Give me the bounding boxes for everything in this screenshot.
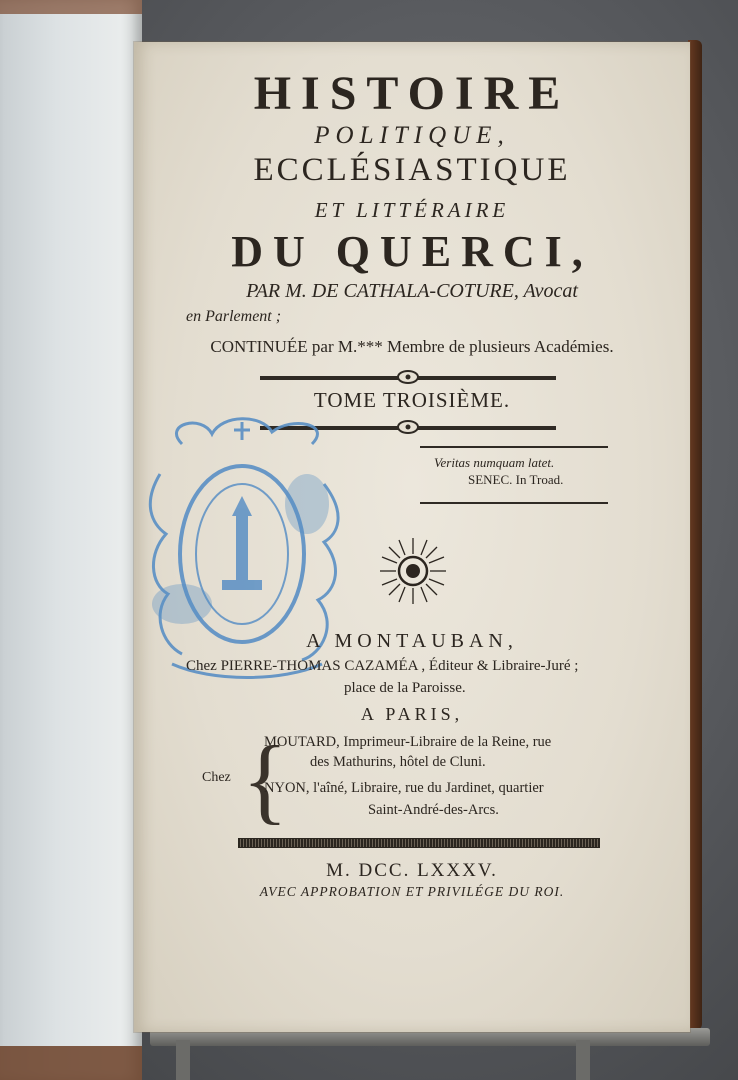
binding-top bbox=[0, 0, 142, 14]
curly-brace: { bbox=[242, 726, 289, 833]
book-back-edge bbox=[688, 40, 702, 1030]
binding-bottom bbox=[0, 1046, 142, 1080]
sun-ornament-icon bbox=[378, 536, 448, 606]
imprint-city-paris: A PARIS, bbox=[360, 704, 464, 724]
imprint-place: place de la Paroisse. bbox=[344, 680, 466, 696]
epigraph-rule-bottom bbox=[420, 502, 608, 504]
epigraph-rule-top bbox=[420, 446, 608, 448]
seller-moutard-line2: des Mathurins, hôtel de Cluni. bbox=[310, 754, 486, 770]
title-ecclesiastique: ECCLÉSIASTIQUE bbox=[253, 152, 571, 188]
title-du-querci: DU QUERCI, bbox=[231, 227, 593, 276]
author-line: PAR M. DE CATHALA-COTURE, Avocat bbox=[246, 280, 578, 302]
title-page bbox=[134, 42, 690, 1032]
rule-ornament-icon bbox=[396, 419, 420, 435]
rule-ornament-icon bbox=[396, 369, 420, 385]
continuation-line: CONTINUÉE par M.*** Membre de plusieurs Académies. bbox=[210, 337, 614, 356]
publication-date: M. DCC. LXXXV. bbox=[326, 860, 498, 881]
imprint-city-montauban: A MONTAUBAN, bbox=[306, 630, 518, 652]
epigraph-source: SENEC. In Troad. bbox=[468, 472, 564, 487]
chez-label: Chez bbox=[202, 770, 231, 785]
title-politique: POLITIQUE, bbox=[314, 122, 510, 149]
title-histoire: HISTOIRE bbox=[253, 67, 571, 120]
approbation-line: AVEC APPROBATION ET PRIVILÉGE DU ROI. bbox=[259, 884, 565, 899]
left-endpaper bbox=[0, 0, 142, 1080]
author-line-2: en Parlement ; bbox=[186, 308, 282, 325]
epigraph-quote: Veritas numquam latet. bbox=[434, 455, 555, 470]
seller-moutard-line1: MOUTARD, Imprimeur-Libraire de la Reine, rue bbox=[264, 734, 552, 750]
volume-label: TOME TROISIÈME. bbox=[313, 388, 511, 412]
imprint-rule bbox=[238, 838, 600, 848]
title-et-litteraire: ET LITTÉRAIRE bbox=[314, 198, 510, 222]
ornamental-rule-top bbox=[260, 376, 556, 380]
imprint-publisher: Chez PIERRE-THOMAS CAZAMÉA , Éditeur & Libraire-Juré ; bbox=[186, 658, 579, 674]
seller-nyon-line2: Saint-André-des-Arcs. bbox=[368, 802, 499, 818]
stand-leg-right bbox=[576, 1040, 590, 1080]
stand-leg-left bbox=[176, 1040, 190, 1080]
seller-nyon-line1: NYON, l'aîné, Libraire, rue du Jardinet, quartier bbox=[264, 780, 544, 796]
